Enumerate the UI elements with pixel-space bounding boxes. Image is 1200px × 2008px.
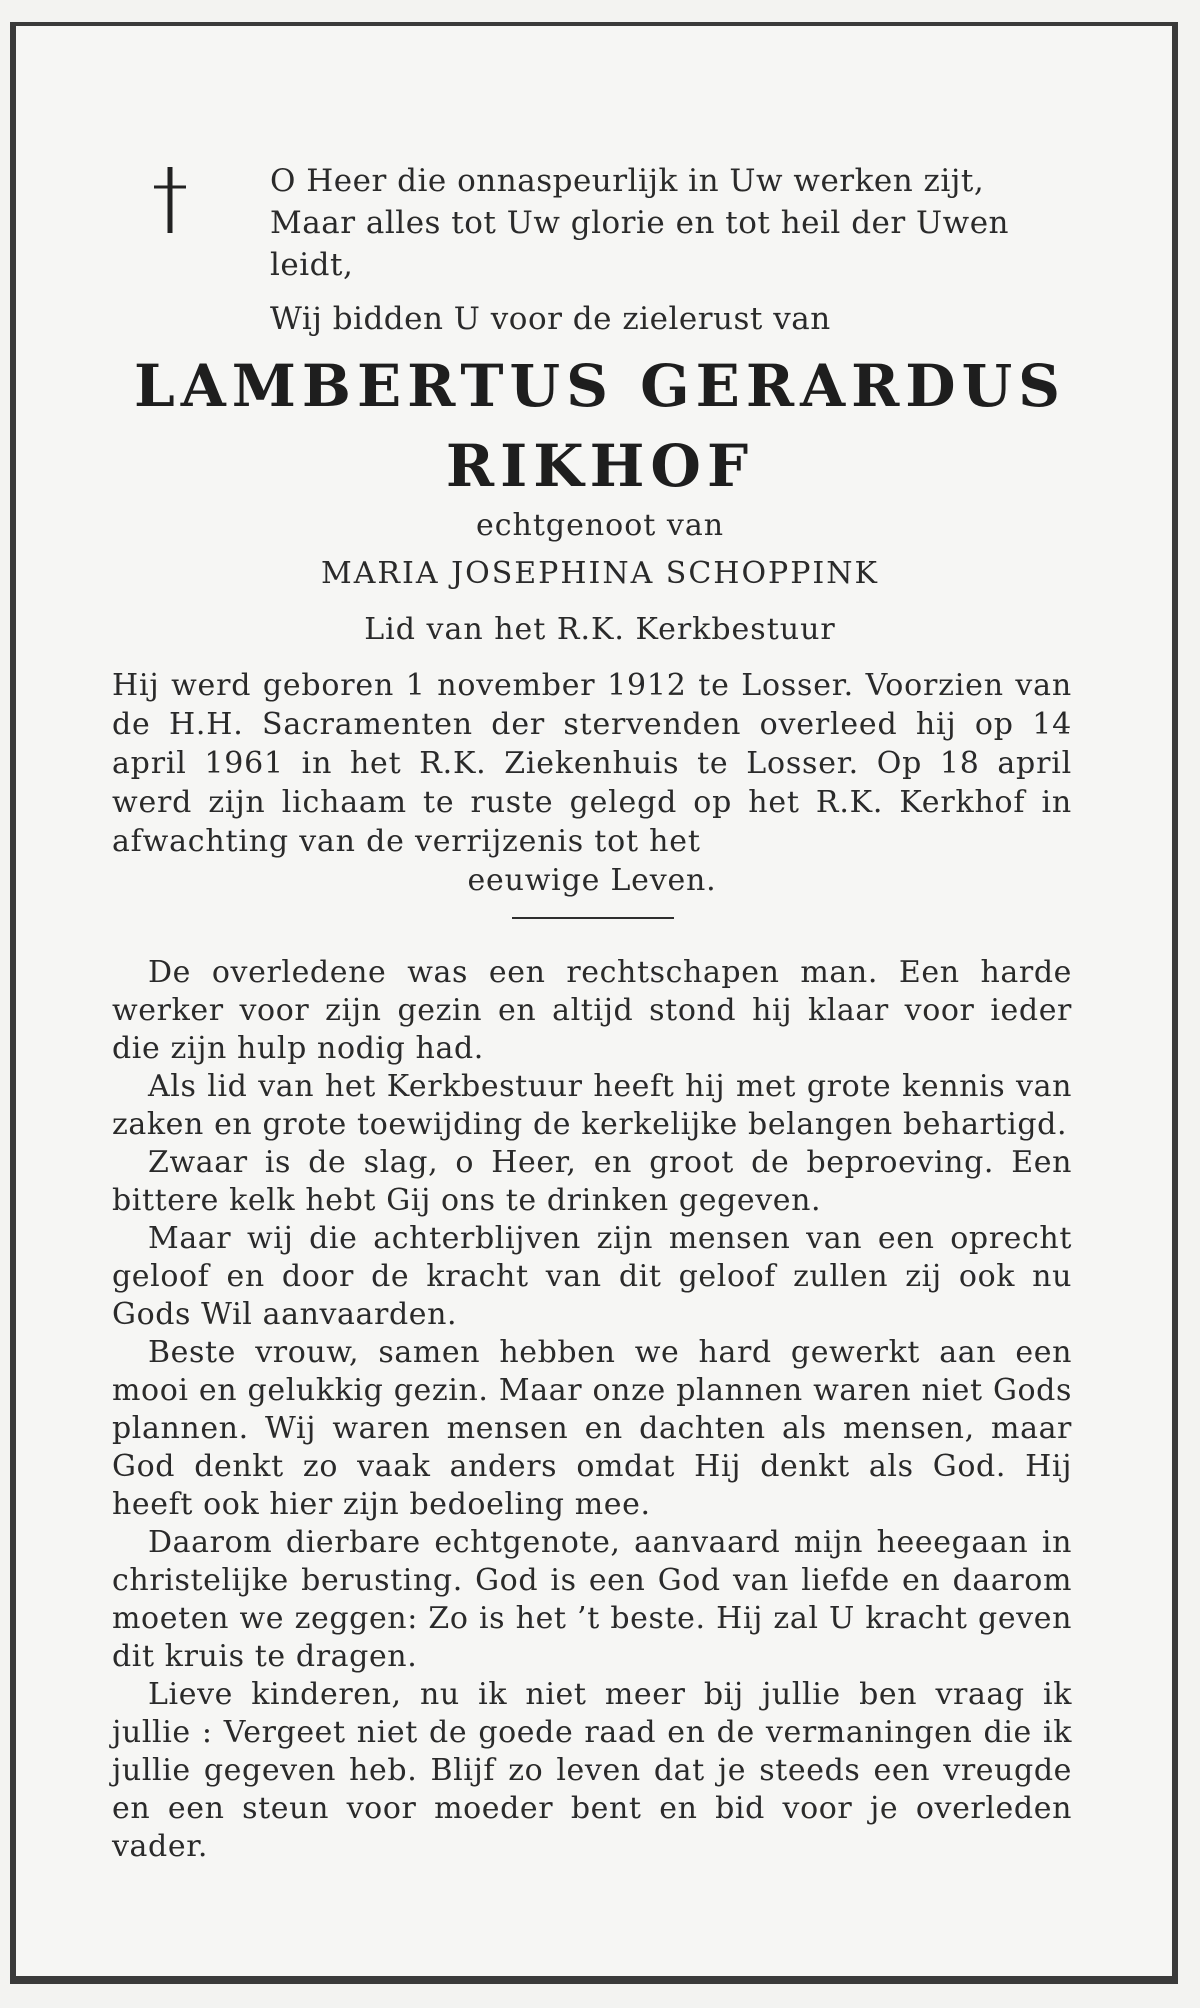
tribute-paragraph: Daarom dierbare echtgenote, aanvaard mijn heeegaan in christelijke berusting. God is een God van liefde en daarom moeten we zeggen: Zo is het ’t beste. Hij zal U kracht geven dit kruis te dragen.	[112, 1525, 1072, 1674]
prayer-line-3: Wij bidden U voor de zielerust van	[270, 301, 831, 337]
deceased-surname: RIKHOF	[445, 432, 755, 500]
spouse-label: echtgenoot van	[475, 508, 725, 543]
tribute-paragraph: Maar wij die achterblijven zijn mensen van een oprecht geloof en door de kracht van dit geloof zullen zij ook nu Gods Wil aanvaarden.	[112, 1221, 1072, 1332]
cross-icon	[150, 165, 190, 235]
tribute-paragraph: Beste vrouw, samen hebben we hard gewerkt aan een mooi en gelukkig gezin. Maar onze plannen waren niet Gods plannen. Wij waren mensen en dachten als mensen, maar God denkt zo vaak anders omdat Hij denkt als God. Hij heeft ook hier zijn bedoeling mee.	[112, 1335, 1072, 1522]
tribute-paragraph: Zwaar is de slag, o Heer, en groot de beproeving. Een bittere kelk hebt Gij ons te drinken gegeven.	[112, 1145, 1072, 1218]
tribute-paragraph: Als lid van het Kerkbestuur heeft hij met grote kennis van zaken en grote toewijding de kerkelijke belangen behartigd.	[112, 1069, 1072, 1142]
prayer-line-2: Maar alles tot Uw glorie en tot heil der Uwen leidt,	[270, 205, 1010, 283]
biography-text: Hij werd geboren 1 november 1912 te Losser. Voorzien van de H.H. Sacramenten der stervenden overleed hij op 14 april 1961 in het R.K. Ziekenhuis te Losser. Op 18 april werd zijn lichaam te ruste gelegd op het R.K. Kerkhof in afwachting van de verrijzenis tot het	[112, 668, 1072, 859]
spouse-name: MARIA JOSEPHINA SCHOPPINK	[321, 556, 879, 591]
biography-end: eeuwige Leven.	[467, 863, 717, 898]
opening-prayer	[270, 160, 1090, 340]
biography	[112, 666, 1072, 900]
church-role: Lid van het R.K. Kerkbestuur	[364, 612, 836, 647]
divider	[512, 917, 674, 919]
tribute-paragraph: Lieve kinderen, nu ik niet meer bij jullie ben vraag ik jullie : Vergeet niet de goede raad en de vermaningen die ik jullie gegeven heb. Blijf zo leven dat je steeds een vreugde en een steun voor moeder bent en bid voor je overleden vader.	[112, 1677, 1072, 1864]
prayer-line-1: O Heer die onnaspeurlijk in Uw werken zijt,	[270, 163, 985, 199]
tribute-text	[112, 954, 1072, 1866]
deceased-name-line-1: LAMBERTUS GERARDUS	[133, 352, 1067, 420]
tribute-paragraph: De overledene was een rechtschapen man. Een harde werker voor zijn gezin en altijd stond hij klaar voor ieder die zijn hulp nodig had.	[112, 955, 1072, 1066]
